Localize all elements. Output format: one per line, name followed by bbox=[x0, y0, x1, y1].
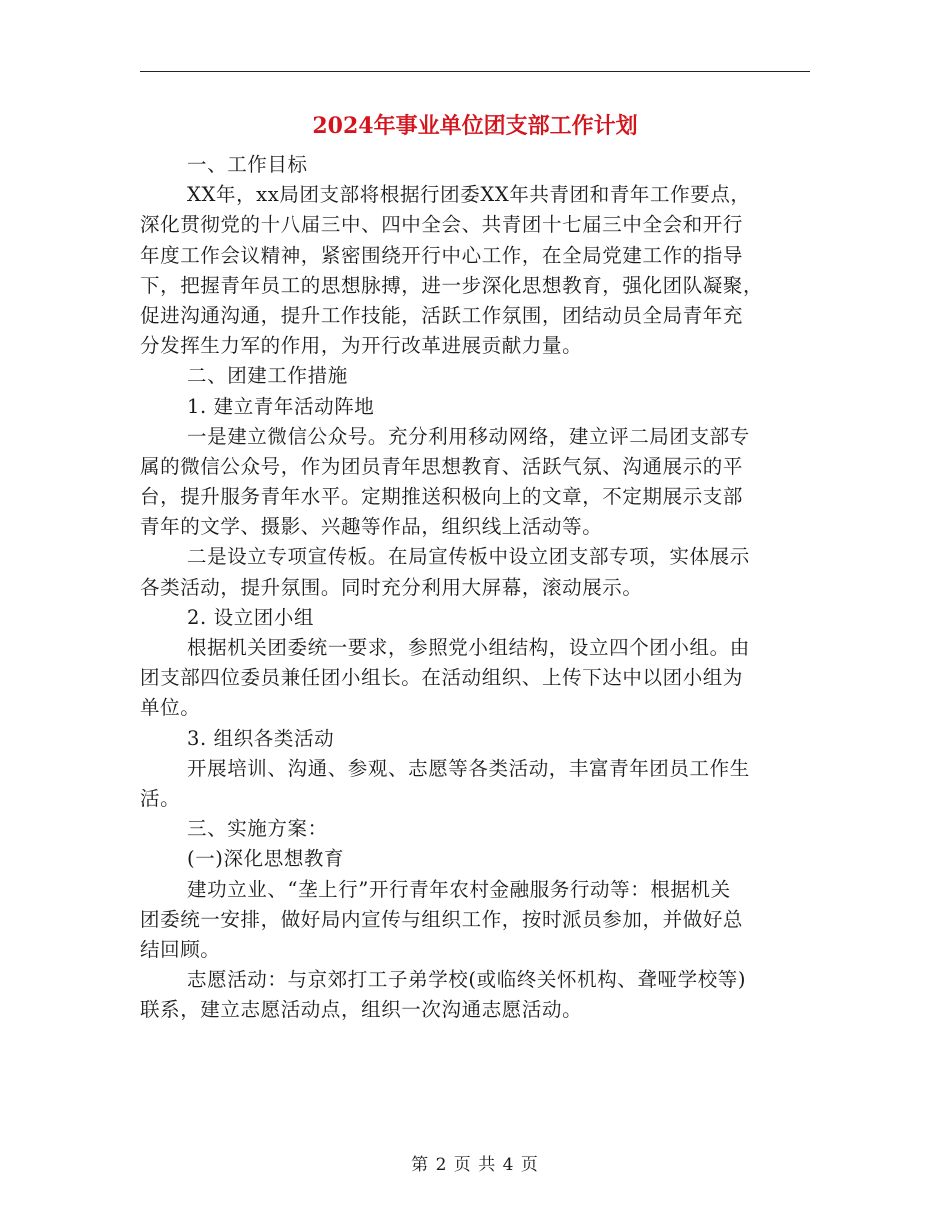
body-line: 建功立业、“垄上行”开行青年农村金融服务行动等：根据机关 bbox=[187, 877, 731, 901]
body-line: 结回顾。 bbox=[140, 937, 221, 961]
body-line: 一是建立微信公众号。充分利用移动网络，建立评二局团支部专 bbox=[187, 424, 750, 448]
body-line: 联系，建立志愿活动点，组织一次沟通志愿活动。 bbox=[140, 998, 583, 1022]
body-line: 志愿活动：与京郊打工子弟学校(或临终关怀机构、聋哑学校等) bbox=[187, 968, 747, 992]
page-number: 第 2 页 共 4 页 bbox=[411, 1155, 539, 1175]
body-line: 开展培训、沟通、参观、志愿等各类活动，丰富青年团员工作生 bbox=[187, 756, 750, 780]
body-line: 深化贯彻党的十八届三中、四中全会、共青团十七届三中全会和开行 bbox=[140, 213, 744, 237]
body-line: 团委统一安排，做好局内宣传与组织工作，按时派员参加，并做好总 bbox=[140, 907, 744, 931]
body-line: 一、工作目标 bbox=[187, 153, 308, 176]
body-line: 团支部四位委员兼任团小组长。在活动组织、上传下达中以团小组为 bbox=[140, 666, 744, 690]
subsection-heading: 2. 设立团小组 bbox=[187, 605, 315, 629]
subsection-heading: (一)深化思想教育 bbox=[187, 847, 345, 871]
body-line: 年度工作会议精神，紧密围绕开行中心工作，在全局党建工作的指导 bbox=[140, 243, 744, 267]
section-heading: 三、实施方案： bbox=[187, 817, 328, 841]
body-line: 各类活动，提升氛围。同时充分利用大屏幕，滚动展示。 bbox=[140, 575, 643, 599]
body-line: 促进沟通沟通，提升工作技能，活跃工作氛围，团结动员全局青年充 bbox=[140, 303, 744, 327]
body-line: 单位。 bbox=[140, 696, 201, 720]
body-line: 分发挥生力军的作用，为开行改革进展贡献力量。 bbox=[140, 334, 583, 358]
subsection-heading: 3. 组织各类活动 bbox=[187, 726, 335, 750]
body-line: 二是设立专项宣传板。在局宣传板中设立团支部专项，实体展示 bbox=[187, 545, 750, 569]
body-line: 根据机关团委统一要求，参照党小组结构，设立四个团小组。由 bbox=[187, 636, 750, 659]
body-line: 活。 bbox=[140, 786, 181, 810]
body-line: 青年的文学、摄影、兴趣等作品，组织线上活动等。 bbox=[140, 515, 603, 539]
section-heading: 二、团建工作措施 bbox=[187, 364, 348, 388]
body-line: 台，提升服务青年水平。定期推送积极向上的文章，不定期展示支部 bbox=[140, 485, 744, 509]
document-title: 2024年事业单位团支部工作计划 bbox=[312, 113, 638, 139]
body-line: 下，把握青年员工的思想脉搏，进一步深化思想教育，强化团队凝聚， bbox=[140, 273, 764, 297]
header-rule bbox=[140, 71, 810, 72]
document-body bbox=[140, 150, 800, 1025]
body-line: 属的微信公众号，作为团员青年思想教育、活跃气氛、沟通展示的平 bbox=[140, 454, 744, 478]
body-line: XX年，xx局团支部将根据行团委XX年共青团和青年工作要点， bbox=[187, 183, 751, 207]
subsection-heading: 1. 建立青年活动阵地 bbox=[187, 394, 375, 418]
